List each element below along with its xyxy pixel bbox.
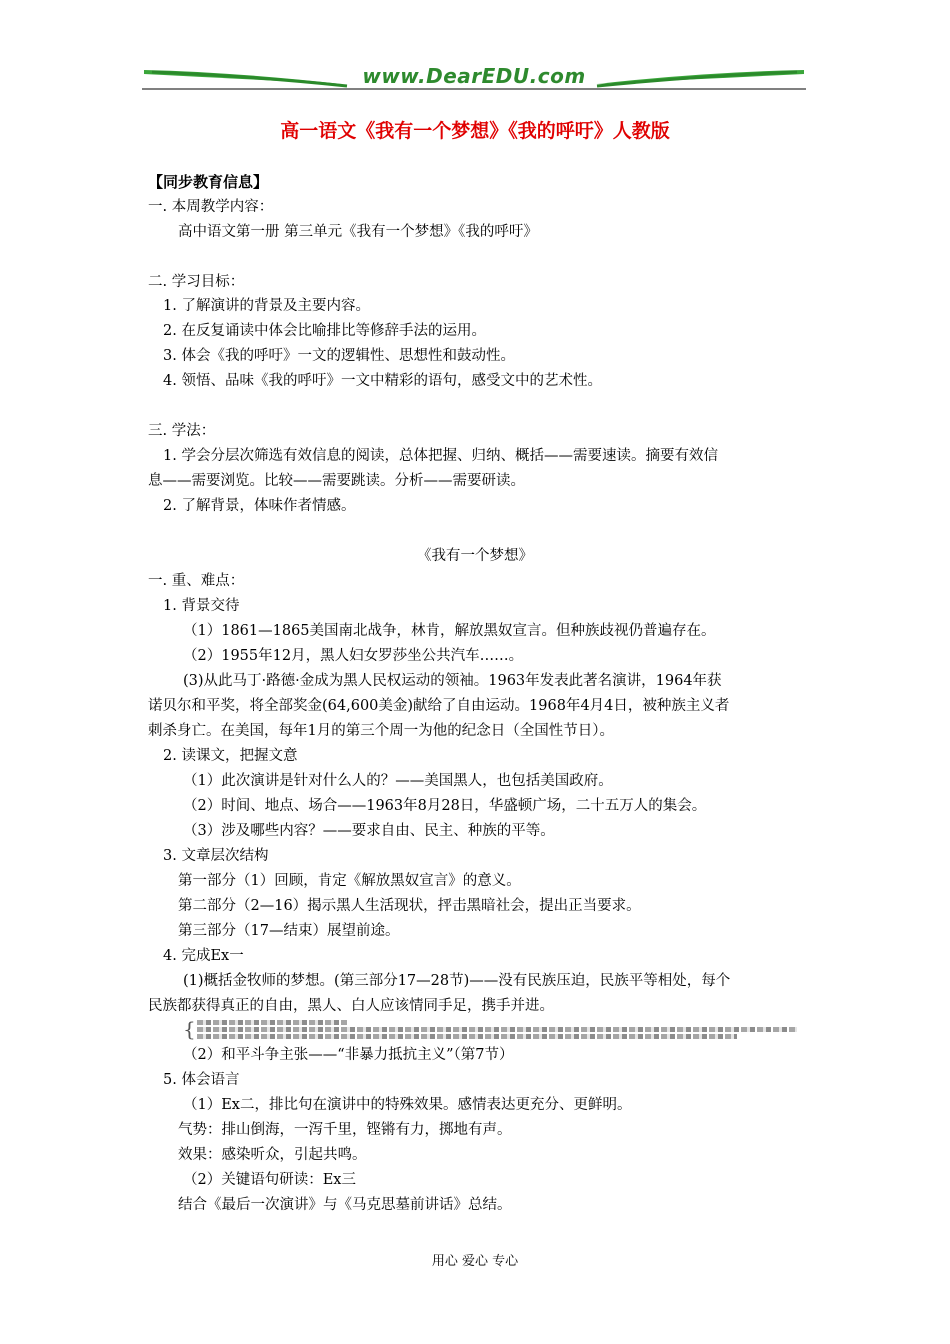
- text-line: 2. 了解背景，体味作者情感。: [163, 498, 356, 514]
- text-line: 4. 完成Ex一: [163, 948, 244, 964]
- text-line: 三. 学法：: [148, 423, 216, 439]
- text-line: 结合《最后一次演讲》与《马克思墓前讲话》总结。: [178, 1197, 512, 1213]
- text-line: （2）关键语句研读：Ex三: [183, 1172, 356, 1188]
- text-line: (3)从此马丁·路德·金成为黑人民权运动的领袖。1963年发表此著名演讲，1964年获: [183, 673, 722, 689]
- text-line: 刺杀身亡。在美国，每年1月的第三个周一为他的纪念日（全国性节日）。: [148, 723, 614, 739]
- text-line: 一. 重、难点：: [148, 573, 245, 589]
- text-line: （1）1861—1865美国南北战争，林肯，解放黑奴宣言。但种族歧视仍普遍存在。: [183, 623, 716, 639]
- text-line: 5. 体会语言: [163, 1072, 240, 1088]
- page-footer: 用心 爱心 专心: [431, 1254, 519, 1269]
- section-heading: 【同步教育信息】: [148, 173, 269, 191]
- text-line: 1. 了解演讲的背景及主要内容。: [163, 298, 370, 314]
- text-line: （2）时间、地点、场合——1963年8月28日，华盛顿广场，二十五万人的集会。: [183, 798, 707, 814]
- text-line: 2. 读课文，把握文意: [163, 748, 298, 764]
- text-line: 民族都获得真正的自由，黑人、白人应该情同手足，携手并进。: [148, 998, 554, 1014]
- text-line: 效果：感染听众，引起共鸣。: [178, 1147, 367, 1163]
- text-line: 1. 学会分层次筛选有效信息的阅读，总体把握、归纳、概括——需要速读。摘要有效信: [163, 448, 718, 464]
- text-line: （1）Ex二，排比句在演讲中的特殊效果。感情表达更充分、更鲜明。: [183, 1097, 632, 1113]
- text-line: 第一部分（1）回顾，肯定《解放黑奴宣言》的意义。: [178, 873, 521, 889]
- subsection-title: 《我有一个梦想》: [417, 548, 533, 564]
- text-line: 第二部分（2—16）揭示黑人生活现状，抨击黑暗社会，提出正当要求。: [178, 898, 641, 914]
- text-line: 二. 学习目标：: [148, 274, 245, 290]
- site-name: www.DearEDU.com: [362, 64, 586, 88]
- text-line: 2. 在反复诵读中体会比喻排比等修辞手法的运用。: [163, 323, 486, 339]
- text-line: 息——需要浏览。比较——需要跳读。分析——需要研读。: [148, 473, 525, 489]
- text-line: 第三部分（17—结束）展望前途。: [178, 923, 400, 939]
- text-line: （1）此次演讲是针对什么人的？——美国黑人，也包括美国政府。: [183, 773, 613, 789]
- text-line: （2）和平斗争主张——“非暴力抵抗主义”（第7节）: [183, 1047, 514, 1063]
- text-line: 高中语文第一册 第三单元《我有一个梦想》《我的呼吁》: [178, 224, 538, 240]
- text-line: （2）1955年12月，黑人妇女罗莎坐公共汽车……。: [183, 648, 524, 664]
- document-title: 高一语文《我有一个梦想》《我的呼吁》人教版: [280, 120, 670, 142]
- text-line: 1. 背景交待: [163, 598, 240, 614]
- text-line: 气势：排山倒海，一泻千里，铿锵有力，掷地有声。: [178, 1122, 512, 1138]
- text-line: 3. 体会《我的呼吁》一文的逻辑性、思想性和鼓动性。: [163, 348, 515, 364]
- text-line: 一. 本周教学内容：: [148, 199, 274, 215]
- text-line: 诺贝尔和平奖，将全部奖金(64,600美金)献给了自由运动。1968年4月4日，被种族主义者: [148, 698, 730, 714]
- text-line: 3. 文章层次结构: [163, 848, 269, 864]
- faded-scanned-text-image: {: [183, 1018, 803, 1040]
- text-line: (1)概括金牧师的梦想。(第三部分17—28节)——没有民族压迫，民族平等相处，每个: [183, 973, 731, 989]
- site-banner: [142, 62, 806, 96]
- text-line: （3）涉及哪些内容？——要求自由、民主、种族的平等。: [183, 823, 555, 839]
- text-line: 4. 领悟、品味《我的呼吁》一文中精彩的语句，感受文中的艺术性。: [163, 373, 602, 389]
